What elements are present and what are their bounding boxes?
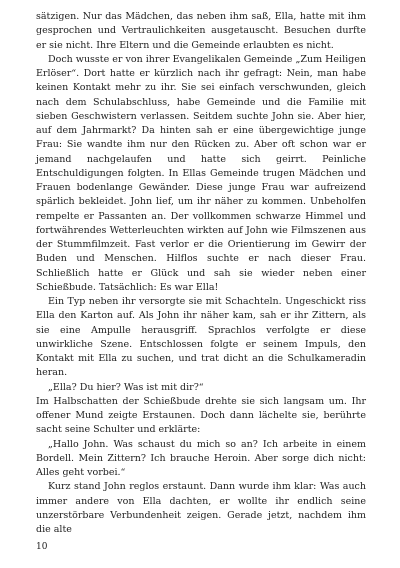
paragraph-1: sätzigen. Nur das Mädchen, das neben ihm saß, Ella, hatte mit ihm gesprochen und Vertraulichkeiten ausgetauscht. Besuchen durfte er sie nicht. Ihre Eltern und die Gemeinde erlaubten es nicht. <box>36 11 366 51</box>
paragraph-2: Doch wusste er von ihrer Evangelikalen Gemeinde „Zum Heiligen Erlöser“. Dort hatte er kürzlich nach ihr gefragt: Nein, man habe keinen Kontakt mehr zu ihr. Sie sei einfach verschwunden, gleich nach dem Schulabschluss, habe Gemeinde und die Familie mit sieben Geschwistern verlassen. Seitdem suchte John sie. Aber hier, auf dem Jahrmarkt? Da hinten sah er eine übergewichtige junge Frau: Sie wandte ihm nur den Rücken zu. Aber oft schon war er jemand nachgelaufen und hatte sich geirrt. Peinliche Entschuldigungen folgten. In Ellas Gemeinde trugen Mädchen und Frauen bodenlange Gewänder. Diese junge Frau war aufreizend spärlich bekleidet. John lief, um ihr näher zu kommen. Unbeholfen rempelte er Passanten an. Der vollkommen schwarze Himmel und fortwährendes Wetterleuchten wirkten auf John wie Filmszenen aus der Stummfilmzeit. Fast verlor er die Orientierung im Gewirr der Buden und Menschen. Hilflos suchte er nach dieser Frau. Schließlich hatte er Glück und sah sie wieder neben einer Schießbude. Tatsächlich: Es war Ella! <box>36 53 366 293</box>
page-number: 10 <box>36 542 48 552</box>
paragraph-6: „Hallo John. Was schaust du mich so an? Ich arbeite in einem Bordell. Mein Zittern? Ich brauche Heroin. Aber sorge dich nicht: Alles geht vorbei.“ <box>36 438 366 478</box>
paragraph-4: „Ella? Du hier? Was ist mit dir?“ <box>48 381 204 393</box>
body-text <box>36 10 366 537</box>
paragraph-5: Im Halbschatten der Schießbude drehte sie sich langsam um. Ihr offener Mund zeigte Erstaunen. Doch dann lächelte sie, berührte sacht seine Schulter und erklärte: <box>36 395 366 436</box>
paragraph-7: Kurz stand John reglos erstaunt. Dann wurde ihm klar: Was auch immer andere von Ella dachten, er wollte ihr endlich seine unzerstörbare Verbundenheit zeigen. Gerade jetzt, nachdem ihm die alte <box>36 481 366 535</box>
paragraph-3: Ein Typ neben ihr versorgte sie mit Schachteln. Ungeschickt riss Ella den Karton auf. Als John ihr näher kam, sah er ihr Zittern, als sie eine Ampulle herausgriff. Sprachlos verfolgte er diese unwirkliche Szene. Entschlossen folgte er seinem Impuls, den Kontakt mit Ella zu suchen, und trat dicht an die Schulkameradin heran. <box>36 296 366 379</box>
